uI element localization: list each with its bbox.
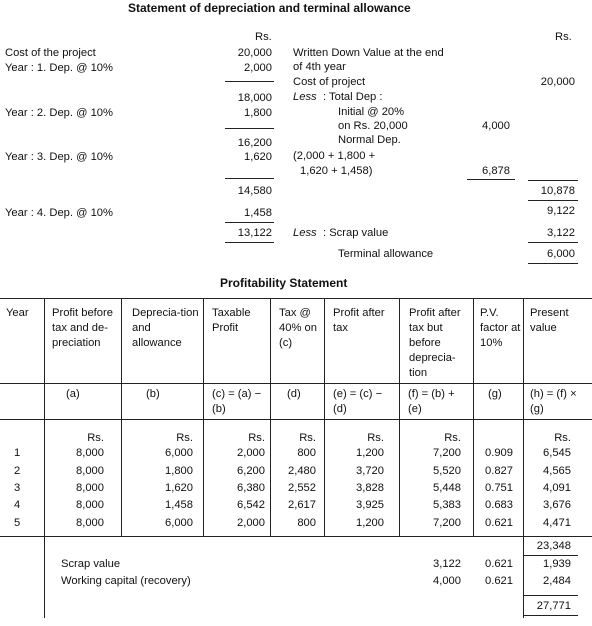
- year4-dep-value: 1,458: [244, 207, 272, 219]
- header-pv-factor: P.V. factor at 10%: [480, 307, 521, 349]
- cell-profit-after-tax: 1,200: [356, 447, 384, 459]
- year4-dep-label: Year : 4. Dep. @ 10%: [5, 207, 113, 219]
- cell-tax: 2,480: [288, 465, 316, 477]
- normal-dep-label: Normal Dep.: [338, 134, 401, 146]
- rs-h: Rs.: [554, 432, 571, 444]
- total-dep-label: : Total Dep :: [323, 91, 383, 103]
- balance-after-year1: 18,000: [237, 92, 272, 104]
- cell-taxable-profit: 2,000: [237, 447, 265, 459]
- cell-year: 2: [14, 465, 21, 477]
- normal-dep-line1: (2,000 + 1,800 +: [293, 150, 376, 162]
- cell-taxable-profit: 6,542: [237, 499, 265, 511]
- working-capital-g: 0.621: [485, 575, 513, 587]
- scrap-row-g: 0.621: [485, 558, 513, 570]
- normal-dep-value: 6,878: [482, 165, 510, 177]
- scrap-row-f: 3,122: [433, 558, 461, 570]
- cell-profit-after-tax: 3,720: [356, 465, 384, 477]
- rs-header-right: Rs.: [555, 31, 572, 43]
- dep-statement-title: Statement of depreciation and terminal allowance: [128, 1, 411, 15]
- cell-profit-after-tax: 3,828: [356, 482, 384, 494]
- cell-profit-after-tax: 1,200: [356, 517, 384, 529]
- cell-pv-factor: 0.683: [485, 499, 513, 511]
- formula-b: (b): [146, 388, 160, 400]
- working-capital-f: 4,000: [433, 575, 461, 587]
- year3-dep-label: Year : 3. Dep. @ 10%: [5, 151, 113, 163]
- year1-dep-value: 2,000: [244, 62, 272, 74]
- rule: [225, 242, 274, 243]
- terminal-allowance-label: Terminal allowance: [338, 248, 434, 260]
- subtotal-value: 23,348: [536, 540, 571, 552]
- header-taxable-profit: Taxable Profit: [212, 307, 251, 334]
- cell-tax: 800: [297, 517, 316, 529]
- cell-depreciation: 1,800: [165, 465, 193, 477]
- initial-dep-value: 4,000: [482, 120, 510, 132]
- formula-h: (h) = (f) × (g): [530, 388, 577, 415]
- cell-profit-before-dep: 5,448: [433, 482, 461, 494]
- cost-of-project-value: 20,000: [237, 47, 272, 59]
- cell-tax: 800: [297, 447, 316, 459]
- cell-pv-factor: 0.621: [485, 517, 513, 529]
- cell-taxable-profit: 6,380: [237, 482, 265, 494]
- normal-dep-line2: 1,620 + 1,458): [300, 165, 373, 177]
- cell-present-value: 3,676: [543, 499, 571, 511]
- rs-e: Rs.: [367, 432, 384, 444]
- rs-c: Rs.: [248, 432, 265, 444]
- cell-present-value: 4,565: [543, 465, 571, 477]
- rule: [225, 178, 274, 179]
- cell-year: 1: [14, 447, 21, 459]
- cell-profit-before-dep: 5,520: [433, 465, 461, 477]
- rs-b: Rs.: [176, 432, 193, 444]
- cell-present-value: 4,091: [543, 482, 571, 494]
- cell-taxable-profit: 6,200: [237, 465, 265, 477]
- balance-after-year2: 16,200: [237, 137, 272, 149]
- cost-of-project-label: Cost of the project: [5, 47, 96, 59]
- year3-dep-value: 1,620: [244, 151, 272, 163]
- header-profit-before-dep: Profit after tax but before deprecia-tion: [409, 307, 461, 379]
- rule: [467, 179, 515, 180]
- cost-of-project-right-value: 20,000: [540, 76, 575, 88]
- cell-present-value: 4,471: [543, 517, 571, 529]
- cell-taxable-profit: 2,000: [237, 517, 265, 529]
- cell-profit-before-dep: 7,200: [433, 517, 461, 529]
- rule: [528, 242, 578, 243]
- header-year: Year: [6, 307, 29, 319]
- wdv-right-value: 9,122: [547, 205, 575, 217]
- cell-pv-factor: 0.827: [485, 465, 513, 477]
- scrap-row-h: 1,939: [543, 558, 571, 570]
- cell-depreciation: 6,000: [165, 517, 193, 529]
- formula-bottom-rule: [0, 419, 592, 420]
- rule: [523, 615, 578, 616]
- cell-profit-before-tax: 8,000: [76, 482, 104, 494]
- working-capital-h: 2,484: [543, 575, 571, 587]
- cell-year: 5: [14, 517, 21, 529]
- grand-total-value: 27,771: [536, 600, 571, 612]
- rule: [225, 222, 274, 223]
- cell-tax: 2,552: [288, 482, 316, 494]
- formula-d: (d): [287, 388, 301, 400]
- rule: [523, 595, 578, 596]
- scrap-value-label: : Scrap value: [323, 227, 389, 239]
- cell-pv-factor: 0.909: [485, 447, 513, 459]
- header-tax: Tax @ 40% on (c): [279, 307, 317, 349]
- scrap-row-label: Scrap value: [61, 558, 121, 570]
- rs-a: Rs.: [87, 432, 104, 444]
- cell-profit-before-tax: 8,000: [76, 499, 104, 511]
- cell-tax: 2,617: [288, 499, 316, 511]
- profitability-title: Profitability Statement: [220, 276, 348, 290]
- rule: [528, 200, 578, 201]
- rule: [528, 263, 578, 264]
- rs-header-left: Rs.: [255, 31, 272, 43]
- rs-d: Rs.: [299, 432, 316, 444]
- cell-profit-after-tax: 3,925: [356, 499, 384, 511]
- cell-depreciation: 1,620: [165, 482, 193, 494]
- scrap-value-amount: 3,122: [547, 227, 575, 239]
- formula-c: (c) = (a) − (b): [212, 388, 262, 415]
- initial-dep-line2: on Rs. 20,000: [338, 120, 408, 132]
- table-top-rule: [0, 298, 592, 299]
- wdv-heading-line2: of 4th year: [293, 61, 346, 73]
- cell-depreciation: 1,458: [165, 499, 193, 511]
- cell-pv-factor: 0.751: [485, 482, 513, 494]
- cell-year: 3: [14, 482, 21, 494]
- less-label: Less: [293, 91, 317, 103]
- cell-present-value: 6,545: [543, 447, 571, 459]
- cell-profit-before-dep: 5,383: [433, 499, 461, 511]
- rule: [225, 81, 274, 82]
- data-bottom-rule: [0, 536, 592, 537]
- cell-year: 4: [14, 499, 21, 511]
- year2-dep-label: Year : 2. Dep. @ 10%: [5, 107, 113, 119]
- year1-dep-label: Year : 1. Dep. @ 10%: [5, 62, 113, 74]
- less-label-2: Less: [293, 227, 317, 239]
- wdv-left-value: 13,122: [237, 227, 272, 239]
- formula-e: (e) = (c) − (d): [333, 388, 383, 415]
- formula-a: (a): [66, 388, 80, 400]
- wdv-heading-line1: Written Down Value at the end: [293, 47, 444, 59]
- cell-profit-before-tax: 8,000: [76, 465, 104, 477]
- cell-profit-before-dep: 7,200: [433, 447, 461, 459]
- formula-g: (g): [488, 388, 502, 400]
- rs-f: Rs.: [444, 432, 461, 444]
- cell-profit-before-tax: 8,000: [76, 517, 104, 529]
- terminal-allowance-value: 6,000: [547, 248, 575, 260]
- rule: [225, 128, 274, 129]
- formula-f: (f) = (b) + (e): [408, 388, 455, 415]
- year2-dep-value: 1,800: [244, 107, 272, 119]
- header-bottom-rule: [0, 383, 592, 384]
- cost-of-project-right-label: Cost of project: [293, 76, 366, 88]
- header-profit-after-tax: Profit after tax: [333, 307, 385, 334]
- cell-profit-before-tax: 8,000: [76, 447, 104, 459]
- initial-dep-line1: Initial @ 20%: [338, 106, 405, 118]
- working-capital-label: Working capital (recovery): [61, 575, 191, 587]
- balance-after-year3: 14,580: [237, 185, 272, 197]
- rule: [528, 180, 578, 181]
- total-dep-value: 10,878: [540, 185, 575, 197]
- rule: [523, 555, 578, 556]
- header-present-value: Present value: [530, 307, 569, 334]
- header-profit-before-tax: Profit before tax and de-preciation: [52, 307, 113, 349]
- header-depreciation: Deprecia-tion and allowance: [132, 307, 199, 349]
- cell-depreciation: 6,000: [165, 447, 193, 459]
